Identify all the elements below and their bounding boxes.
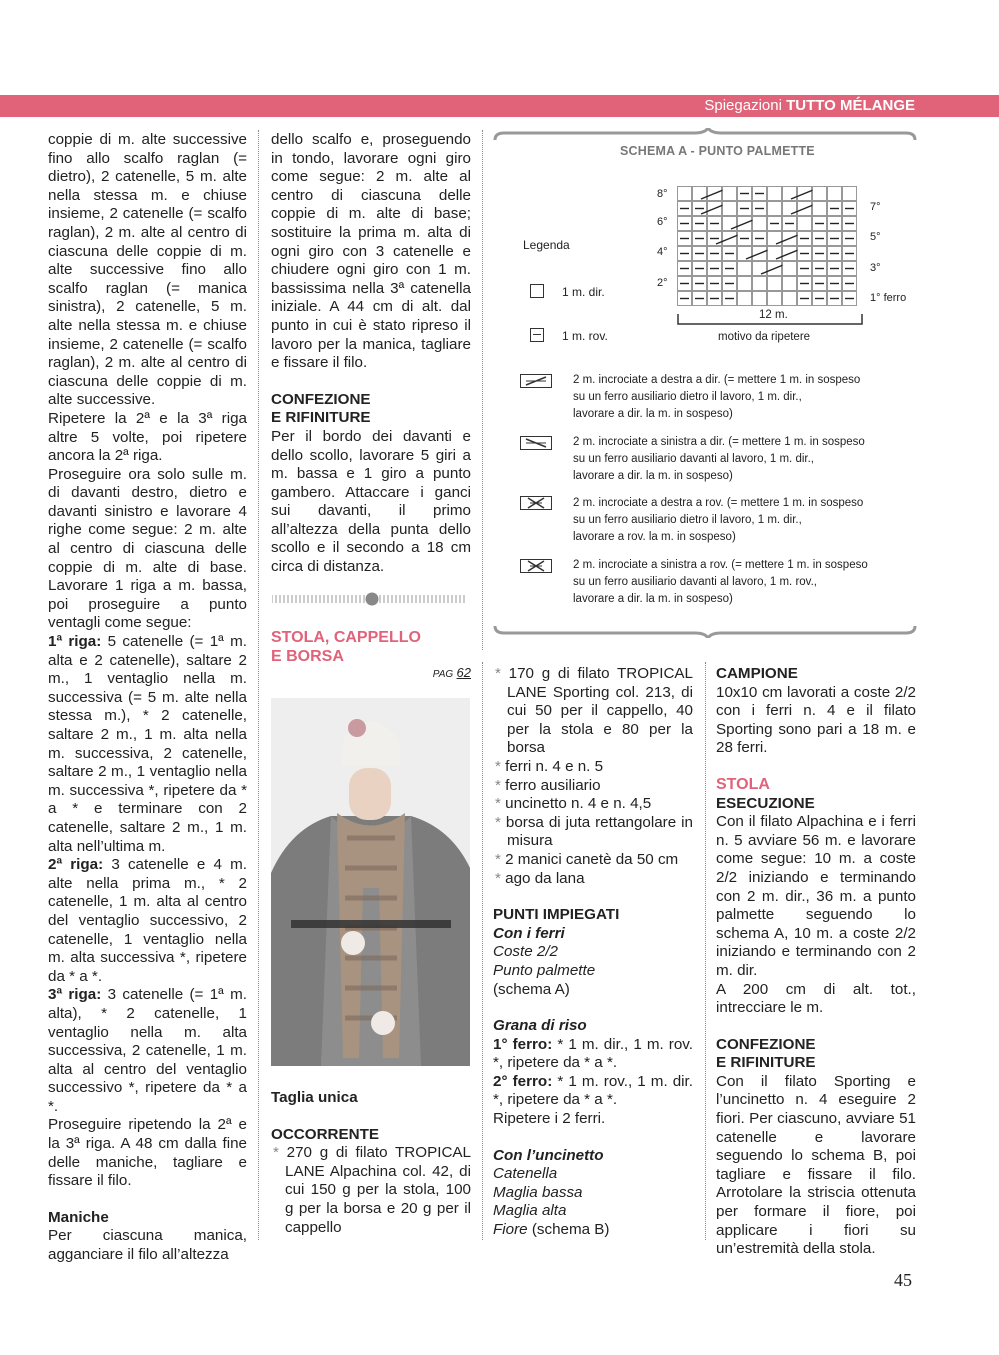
header-title: [704, 95, 915, 117]
list-item: * ago da lana: [495, 869, 585, 887]
section-heading-maniche: Maniche: [48, 1208, 109, 1226]
cross-left-purl-icon: [520, 559, 552, 573]
column-divider: [482, 662, 483, 1240]
paragraph: Ripetere la 2ª e la 3ª riga altre 5 volte, poi ripetere ancora la 2ª riga.: [48, 409, 247, 465]
stitch-name: Fiore (schema B): [493, 1221, 610, 1239]
list-item: * 170 g di filato TROPICAL LANE Sporting col. 213, di cui 50 per il cappello, 40 per la stola e 80 per la borsa: [495, 665, 693, 757]
subheading-grana: Grana di riso: [493, 1017, 587, 1035]
list-item: * 270 g di filato TROPICAL LANE Alpachina col. 42, di cui 150 g per la stola, 100 g per la borsa e 20 g per il cappello: [273, 1144, 471, 1236]
list-item: * 2 manici canetè da 50 cm: [495, 850, 679, 868]
cross-right-purl-icon: [520, 496, 552, 510]
legend-dir-symbol: [530, 284, 544, 298]
stitch-name: Punto palmette: [493, 961, 596, 979]
section-heading-punti: PUNTI IMPIEGATI: [493, 906, 620, 924]
motivo-label: motivo da ripetere: [718, 331, 811, 343]
cross-4-description: 2 m. incrociate a sinistra a rov. (= mettere 1 m. in sospeso su un ferro ausiliario davanti al lavoro, 1 m. rov., lavorare a dir. la m. in sospeso): [573, 559, 868, 605]
page-number: 45: [894, 1270, 912, 1290]
section-heading-stola: STOLA: [716, 775, 770, 793]
stitch-name: Maglia bassa: [493, 1183, 583, 1201]
row-label-right: 5°: [870, 231, 881, 243]
header-section: Spiegazioni: [704, 97, 782, 114]
row-label: 2ª riga:: [48, 856, 104, 874]
row-label-left: 8°: [657, 188, 668, 200]
list-item: * borsa di juta rettangolare in misura: [495, 813, 693, 850]
width-label: 12 m.: [756, 309, 791, 321]
row-label-left: 4°: [657, 246, 668, 258]
paragraph: Per il bordo dei davanti e dello scollo, lavorare 5 giri a m. bassa e 1 giro a punto gambero. Attaccare i ganci sui davanti, il primo all’altezza della punta dello scollo e il secondo a 18 cm circa di distanza.: [271, 427, 471, 576]
model-photo: [271, 698, 470, 1066]
list-item: * ferro ausiliario: [495, 776, 601, 794]
row-3-instruction: 3ª riga: 3 catenelle (= 1ª m. alta), * 2 catenelle, 1 ventaglio nella m. alta successiva, 2 catenelle, 1 m. alta al centro del ventaglio successivo *, ripetere da * a *.: [48, 986, 247, 1115]
row-label: 3ª riga:: [48, 986, 102, 1004]
cross-2-description: 2 m. incrociate a sinistra a dir. (= mettere 1 m. in sospeso su un ferro ausiliario davanti al lavoro, 1 m. dir., lavorare a dir. la m. in sospeso): [573, 436, 865, 482]
section-heading-campione: CAMPIONE: [716, 665, 798, 682]
row-2-instruction: 2° ferro: * 1 m. rov., 1 m. dir. *, ripetere da * a *.: [493, 1072, 693, 1109]
schema-title: SCHEMA A - PUNTO PALMETTE: [620, 144, 815, 158]
occorrente-block: [271, 1089, 471, 1237]
paragraph: A 200 cm di alt. tot., intrecciare le m.: [716, 980, 916, 1017]
paragraph: Per ciascuna manica, agganciare il filo all’altezza: [48, 1227, 247, 1264]
taglia-label: Taglia unica: [271, 1089, 358, 1106]
row-1-instruction: 1° ferro: * 1 m. dir., 1 m. rov. *, ripetere da * a *.: [493, 1035, 693, 1072]
stitch-name: Catenella: [493, 1165, 558, 1183]
section-heading-confezione: CONFEZIONE E RIFINITURE: [716, 1035, 816, 1072]
subheading-ferri: Con i ferri: [493, 924, 565, 942]
legend-dir-label: 1 m. dir.: [562, 285, 605, 299]
section-heading-esecuzione: ESECUZIONE: [716, 794, 815, 812]
stola-heading-block: [271, 628, 471, 685]
paragraph: 10x10 cm lavorati a coste 2/2 con i ferri n. 4 e il filato Sporting sono pari a 18 m. e 28 ferri.: [716, 683, 916, 757]
subheading-uncinetto: Con l’uncinetto: [493, 1146, 604, 1164]
paragraph: Con il filato Alpachina e i ferri n. 5 avviare 56 m. e lavorare come segue: 10 m. a coste 2/2 iniziando e terminando con 2 m. dir., 36 m. a punto palmette seguendo lo schema A, 10 m. a coste 2/2 iniziando e terminando con 2 m. dir.: [716, 813, 916, 979]
row-label: 1ª riga:: [48, 633, 102, 651]
legend-rov-symbol: [530, 328, 544, 342]
legend-rov-label: 1 m. rov.: [562, 329, 608, 343]
section-heading-confezione: CONFEZIONE E RIFINITURE: [271, 390, 371, 427]
header-banner: [0, 95, 999, 117]
list-item: * uncinetto n. 4 e n. 4,5: [495, 795, 652, 813]
stitch-name: Maglia alta: [493, 1202, 567, 1220]
row-label-right: 7°: [870, 201, 881, 213]
stitch-name: Coste 2/2: [493, 943, 559, 961]
pattern-title: STOLA, CAPPELLO E BORSA: [271, 629, 421, 665]
page-reference: PAG 62: [432, 665, 471, 680]
column-divider: [258, 130, 259, 1240]
cross-1-description: 2 m. incrociate a destra a dir. (= mettere 1 m. in sospeso su un ferro ausiliario dietro il lavoro, 1 m. dir., lavorare a dir. la m. in sospeso): [573, 374, 861, 420]
photo-illustration: [271, 698, 470, 1066]
paragraph: Ripetere i 2 ferri.: [493, 1110, 606, 1128]
materials-list: [493, 665, 693, 888]
cross-3-description: 2 m. incrociate a destra a rov. (= mettere 1 m. in sospeso su un ferro ausiliario dietro il lavoro, 1 m. dir., lavorare a rov. la m. in sospeso): [573, 497, 864, 543]
paragraph: dello scalfo e, proseguendo in tondo, lavorare ogni giro come segue: 2 m. alte al centro di ciascuna delle coppie di m. alte di base; sostituire la prima m. alta di ogni giro con 3 catenelle e chiudere ogni giro con 1 m. bassissima nella 3ª catenella iniziale. A 44 cm di alt. dal punto in cui è stato ripreso il lavoro per la manica, tagliare e fissare il filo.: [271, 131, 471, 372]
stitch-note: (schema A): [493, 980, 570, 998]
schema-a-chart: [490, 128, 920, 638]
column-divider: [705, 662, 706, 1240]
paragraph: Proseguire ripetendo la 2ª e la 3ª riga. A 48 cm dalla fine delle maniche, tagliare e fissare il filo.: [48, 1116, 247, 1190]
column-divider: [482, 130, 483, 650]
cross-left-knit-icon: [520, 436, 552, 450]
column-4: [716, 665, 916, 1259]
row-1-instruction: 1ª riga: 5 catenelle (= 1ª m. alta e 2 catenelle), saltare 2 m., 1 ventaglio nella m. successiva (= 5 m. alte nella stessa m.), * 2 catenelle, saltare 2 m., 1 m. alta nella m. successiva, 2 catenelle, saltare 2 m., 1 ventaglio nella m. successiva *, ripetere da * a * e terminare con 2 catenelle, saltare 2 m., 1 m. alta nell’ultima m.: [48, 633, 247, 855]
cross-right-knit-icon: [520, 374, 552, 388]
column-2: [271, 131, 471, 577]
row-label-right: 3°: [870, 262, 881, 274]
stitch-grid: [677, 186, 857, 306]
header-main-title: TUTTO MÉLANGE: [786, 97, 915, 114]
row-2-instruction: 2ª riga: 3 catenelle e 4 m. alte nella prima m., * 2 catenelle, 1 m. alta al centro del ventaglio successivo, 2 catenelle, 1 ventaglio nella m. alta successiva *, ripetere da * a *.: [48, 856, 247, 985]
list-item: * ferri n. 4 e n. 5: [495, 757, 604, 775]
column-1: [48, 131, 247, 1265]
paragraph: Proseguire ora solo sulle m. di davanti destro, dietro e davanti sinistro e lavorare 4 righe come segue: 2 m. alte al centro di ciascuna delle coppie di m. alte di base. Lavorare 1 riga a m. bassa, poi proseguire a punto ventagli come segue:: [48, 465, 247, 632]
legend-title: Legenda: [523, 238, 570, 252]
divider-slider-decoration: [272, 592, 467, 606]
column-3: [493, 665, 693, 1240]
paragraph: Con il filato Sporting e l’uncinetto n. 4 eseguire 2 fiori. Per ciascuno, avviare 51 catenelle e lavorare seguendo lo schema B, poi tagliare e fissare il filo. Arrotolare la striscia ottenuta per formare il fiore, poi applicare i fiori su un’estremità della stola.: [716, 1072, 916, 1258]
paragraph: coppie di m. alte successive fino allo scalfo raglan (= dietro), 2 catenelle, 5 m. alte nella stessa m. e chiuse insieme, 2 catenelle (= scalfo raglan), 2 m. alte al centro di ciascuna delle coppie di m. alte successive fino allo scalfo raglan (= manica sinistra), 2 catenelle, 5 m. alte nella stessa m. e chiuse insieme, 2 catenelle (= scalfo raglan), 2 m. alte al centro di ciascuna delle coppie di m. alte successive.: [48, 131, 247, 409]
row-label-left: 2°: [657, 277, 668, 289]
row-label-left: 6°: [657, 216, 668, 228]
row-label-right: 1° ferro: [870, 292, 907, 304]
section-heading-occorrente: OCCORRENTE: [271, 1125, 380, 1143]
